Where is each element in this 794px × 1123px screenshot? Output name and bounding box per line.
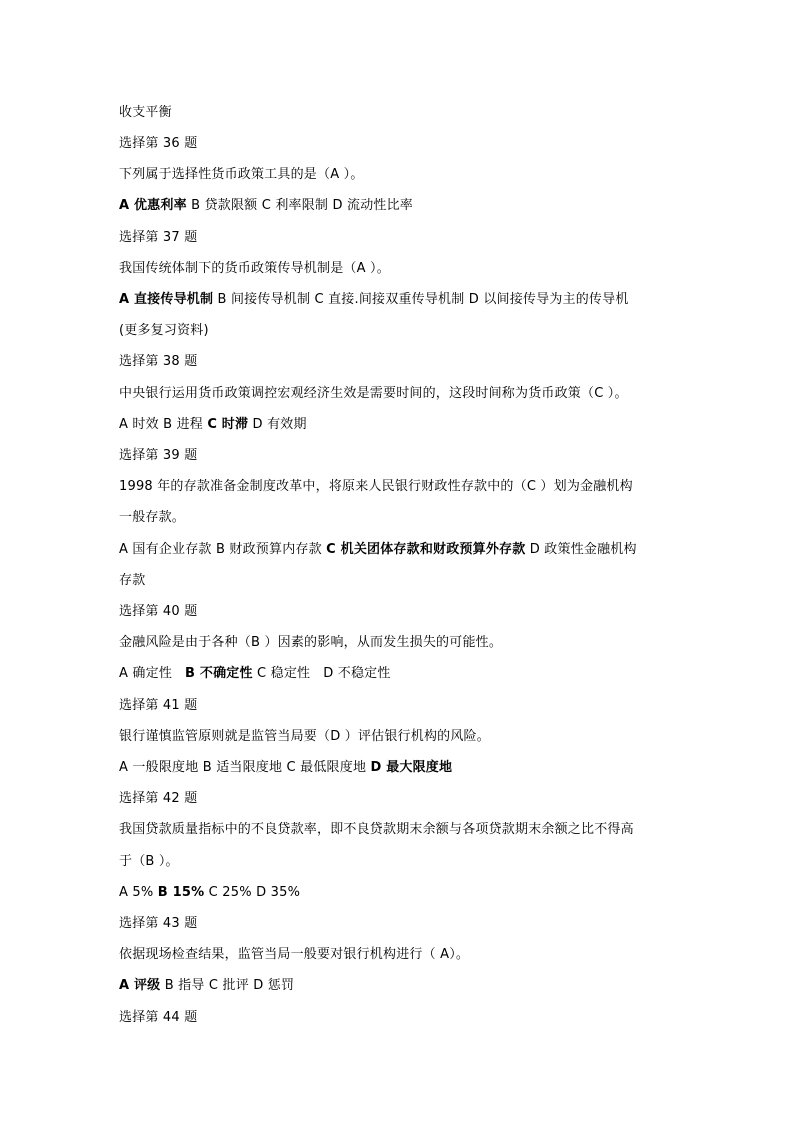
text-line <box>119 105 172 121</box>
text-segment: A 确定性 <box>119 666 186 681</box>
text-segment: B 间接传导机制 C 直接.间接双重传导机制 D 以间接传导为主的传导机 <box>213 292 629 307</box>
answer-options <box>119 885 300 901</box>
text-segment: 银行谨慎监管原则就是监管当局要（D ）评估银行机构的风险。 <box>119 729 490 744</box>
text-line <box>119 323 209 339</box>
text-segment: 于（B ）。 <box>119 854 179 869</box>
correct-answer: B 15% <box>157 885 205 900</box>
text-segment: 选择第 40 题 <box>119 604 198 619</box>
answer-options <box>119 542 637 558</box>
text-segment: D 有效期 <box>248 417 307 432</box>
text-segment: 选择第 41 题 <box>119 698 198 713</box>
text-segment: 依据现场检查结果，监管当局一般要对银行机构进行（ A）。 <box>119 947 470 962</box>
correct-answer: A 优惠利率 <box>119 198 187 213</box>
text-segment: 收支平衡 <box>119 105 172 120</box>
answer-options <box>119 417 307 433</box>
text-line <box>119 510 185 526</box>
text-segment: A 一般限度地 B 适当限度地 C 最低限度地 <box>119 760 371 775</box>
answer-options <box>119 198 413 214</box>
answer-options <box>119 978 294 994</box>
question-text <box>119 635 502 651</box>
text-segment: 我国贷款质量指标中的不良贷款率，即不良贷款期末余额与各项贷款期末余额之比不得高 <box>119 822 634 837</box>
text-segment: 选择第 39 题 <box>119 448 198 463</box>
text-segment: 一般存款。 <box>119 510 186 525</box>
correct-answer: C 机关团体存款和财政预算外存款 <box>326 542 526 557</box>
text-line <box>119 854 179 870</box>
text-segment: 中央银行运用货币政策调控宏观经济生效是需要时间的，这段时间称为货币政策（C ）。 <box>119 386 628 401</box>
question-heading <box>119 136 197 152</box>
question-text <box>119 386 628 402</box>
question-heading <box>119 916 197 932</box>
correct-answer: B 不确定性 <box>185 666 253 681</box>
answer-options <box>119 760 452 776</box>
question-text <box>119 261 390 277</box>
text-segment: 下列属于选择性货币政策工具的是（A ）。 <box>119 167 364 182</box>
question-heading <box>119 354 197 370</box>
correct-answer: C 时滞 <box>207 417 249 432</box>
correct-answer: A 评级 <box>119 978 161 993</box>
answer-options <box>119 666 391 682</box>
question-heading <box>119 230 197 246</box>
text-segment: B 贷款限额 C 利率限制 D 流动性比率 <box>186 198 413 213</box>
question-heading <box>119 791 197 807</box>
question-heading <box>119 1010 197 1026</box>
text-segment: 1998 年的存款准备金制度改革中，将原来人民银行财政性存款中的（C ）划为金融机构 <box>119 479 633 494</box>
text-segment: A 时效 B 进程 <box>119 417 208 432</box>
text-segment: B 指导 C 批评 D 惩罚 <box>160 978 295 993</box>
text-segment: 选择第 37 题 <box>119 230 198 245</box>
text-segment: A 国有企业存款 B 财政预算内存款 <box>119 542 327 557</box>
text-segment: D 政策性金融机构 <box>525 542 637 557</box>
correct-answer: D 最大限度地 <box>370 760 453 775</box>
question-text <box>119 822 634 838</box>
text-segment: C 25% D 35% <box>204 885 301 900</box>
text-line <box>119 573 145 589</box>
text-segment: 选择第 43 题 <box>119 916 198 931</box>
question-text <box>119 479 633 495</box>
question-text <box>119 167 364 183</box>
question-heading <box>119 604 197 620</box>
text-segment: (更多复习资料) <box>119 323 209 338</box>
question-text <box>119 947 469 963</box>
text-segment: 存款 <box>119 573 146 588</box>
question-text <box>119 729 490 745</box>
text-segment: 选择第 36 题 <box>119 136 198 151</box>
question-heading <box>119 448 197 464</box>
text-segment: 选择第 42 题 <box>119 791 198 806</box>
answer-options <box>119 292 629 308</box>
text-segment: 选择第 38 题 <box>119 354 198 369</box>
text-segment: A 5% <box>119 885 158 900</box>
text-segment: 我国传统体制下的货币政策传导机制是（A ）。 <box>119 261 390 276</box>
text-segment: C 稳定性 D 不稳定性 <box>252 666 391 681</box>
text-segment: 选择第 44 题 <box>119 1010 198 1025</box>
question-heading <box>119 698 197 714</box>
correct-answer: A 直接传导机制 <box>119 292 214 307</box>
text-segment: 金融风险是由于各种（B ）因素的影响，从而发生损失的可能性。 <box>119 635 503 650</box>
